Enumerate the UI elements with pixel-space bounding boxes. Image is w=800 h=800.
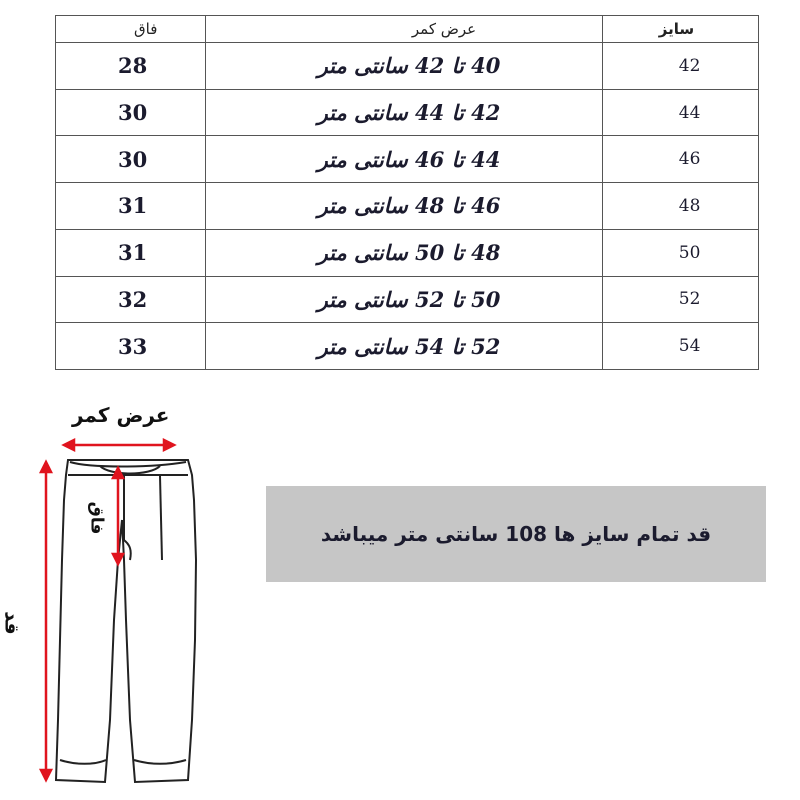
waist-connector: تا — [451, 193, 464, 219]
cell-waist — [206, 136, 603, 183]
waist-range — [318, 287, 501, 312]
cell-fagh: 31 — [56, 183, 206, 230]
waist-from: 48 — [471, 240, 501, 266]
cell-size: 42 — [602, 43, 758, 90]
cell-waist — [206, 89, 603, 136]
table-body — [56, 43, 759, 370]
table-header-row — [56, 16, 759, 43]
cell-fagh: 28 — [56, 43, 206, 90]
waist-to: 44 — [415, 100, 445, 126]
cell-waist — [206, 183, 603, 230]
waist-range — [318, 53, 501, 78]
table-row — [56, 276, 759, 323]
waist-to: 54 — [415, 333, 445, 359]
waist-to: 46 — [415, 146, 445, 172]
waist-from: 44 — [471, 146, 501, 172]
waist-to: 52 — [415, 286, 445, 312]
waist-range — [318, 240, 501, 265]
length-note-text: قد تمام سایز ها 108 سانتی متر میباشد — [320, 522, 712, 546]
waist-to: 48 — [415, 193, 445, 219]
waist-to: 50 — [415, 240, 445, 266]
waist-range — [318, 193, 501, 218]
waist-connector: تا — [451, 240, 464, 266]
table-row — [56, 183, 759, 230]
pants-outline — [56, 460, 196, 782]
waist-range — [318, 334, 501, 359]
cell-size: 48 — [602, 183, 758, 230]
fagh-label: فاق — [86, 501, 107, 535]
waist-unit: سانتی متر — [317, 286, 408, 312]
waist-range — [318, 147, 501, 172]
table-row — [56, 229, 759, 276]
cell-waist — [206, 276, 603, 323]
waist-unit: سانتی متر — [317, 333, 408, 359]
ghad-arrow — [41, 462, 51, 780]
waist-arrow — [64, 440, 174, 450]
waist-range — [318, 100, 501, 125]
waist-unit: سانتی متر — [317, 100, 408, 126]
cell-fagh: 33 — [56, 323, 206, 370]
table-row — [56, 323, 759, 370]
length-note-box — [266, 486, 766, 582]
waist-from: 50 — [471, 286, 501, 312]
fagh-arrow — [113, 468, 123, 564]
header-size: سایز — [602, 16, 758, 43]
waist-connector: تا — [451, 333, 464, 359]
cell-fagh: 30 — [56, 89, 206, 136]
table-row — [56, 43, 759, 90]
cell-fagh: 32 — [56, 276, 206, 323]
size-table — [55, 15, 759, 370]
waist-connector: تا — [451, 53, 464, 79]
header-waist: عرض کمر — [206, 16, 603, 43]
ghad-label: قد — [0, 611, 23, 635]
waist-connector: تا — [451, 146, 464, 172]
waist-connector: تا — [451, 286, 464, 312]
waist-unit: سانتی متر — [317, 146, 408, 172]
waist-label: عرض کمر — [72, 403, 170, 427]
pants-diagram — [0, 395, 240, 800]
waist-connector: تا — [451, 100, 464, 126]
waist-from: 46 — [471, 193, 501, 219]
waist-from: 42 — [471, 100, 501, 126]
cell-waist — [206, 323, 603, 370]
waist-from: 40 — [471, 53, 501, 79]
cell-waist — [206, 229, 603, 276]
cell-waist — [206, 43, 603, 90]
waist-unit: سانتی متر — [317, 240, 408, 266]
cell-size: 50 — [602, 229, 758, 276]
cell-size: 44 — [602, 89, 758, 136]
cell-size: 52 — [602, 276, 758, 323]
cell-size: 54 — [602, 323, 758, 370]
waist-from: 52 — [471, 333, 501, 359]
waist-to: 42 — [415, 53, 445, 79]
header-fagh: فاق — [56, 16, 206, 43]
cell-size: 46 — [602, 136, 758, 183]
waist-unit: سانتی متر — [317, 193, 408, 219]
table-row — [56, 89, 759, 136]
waist-unit: سانتی متر — [317, 53, 408, 79]
table-row — [56, 136, 759, 183]
cell-fagh: 31 — [56, 229, 206, 276]
cell-fagh: 30 — [56, 136, 206, 183]
